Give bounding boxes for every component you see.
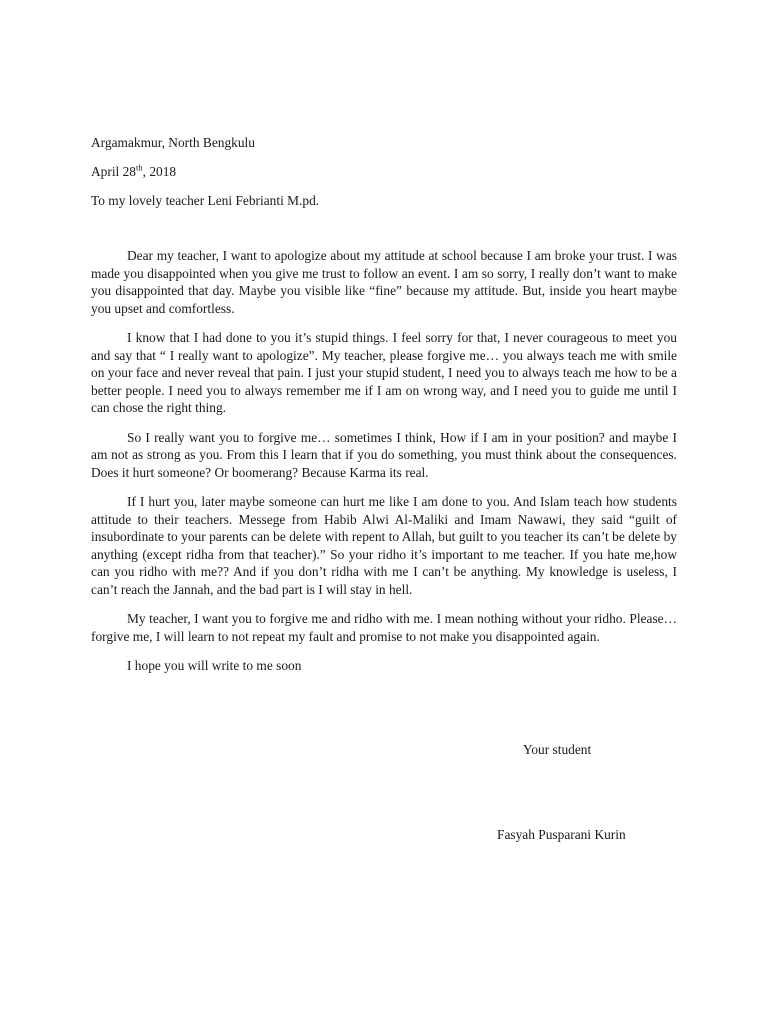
paragraph-apology: Dear my teacher, I want to apologize about my attitude at school because I am broke your trust. I was made you disappointed when you give me trust to follow an event. I am so sorry, I really don’t want to make you disappointed that day. Maybe you visible like “fine” because my attitude. But, inside you heart maybe you upset and comfortless.	[91, 248, 677, 316]
paragraph-islam: If I hurt you, later maybe someone can hurt me like I am done to you. And Islam teach how students attitude to their teachers. Messege from Habib Alwi Al-Maliki and Imam Nawawi, they said “guilt of insubordinate to your parents can be delete with repent to Allah, but guilt to you teacher its can’t be delete by anything (except ridha from that teacher).” So your ridho it’s important to me teacher. If you hate me,how can you ridho with me?? And if you don’t ridha with me I can’t be anything. My knowledge is useless, I can’t reach the Jannah, and the bad part is I will stay in hell.	[91, 494, 677, 597]
letter-date	[91, 163, 176, 180]
paragraph-request: My teacher, I want you to forgive me and ridho with me. I mean nothing without your ridho. Please… forgive me, I will learn to not repeat my fault and promise to not make you disappointed again.	[91, 611, 677, 644]
letter-place: Argamakmur, North Bengkulu	[91, 135, 255, 150]
letter-body	[91, 247, 677, 687]
paragraph-hope: I hope you will write to me soon	[127, 658, 302, 673]
letter-signature: Fasyah Pusparani Kurin	[497, 827, 626, 842]
paragraph-forgive: So I really want you to forgive me… sometimes I think, How if I am in your position? and maybe I am not as strong as you. From this I learn that if you do something, you must think about the consequences. Does it hurt someone? Or boomerang? Because Karma its real.	[91, 429, 677, 480]
date-ordinal-suffix: th	[136, 162, 143, 173]
letter-closing: Your student	[523, 742, 592, 757]
date-year: , 2018	[142, 164, 177, 179]
date-main: April 28	[91, 164, 137, 179]
paragraph-regret: I know that I had done to you it’s stupid things. I feel sorry for that, I never courageous to meet you and say that “ I really want to apologize”. My teacher, please forgive me… you always teach me with smile on your face and never reveal that pain. I just your stupid student, I need you to always teach me how to be a better people. I need you to always remember me if I am on wrong way, and I need you to guide me until I can chose the right thing.	[91, 330, 677, 415]
letter-recipient: To my lovely teacher Leni Febrianti M.pd.	[91, 193, 320, 208]
